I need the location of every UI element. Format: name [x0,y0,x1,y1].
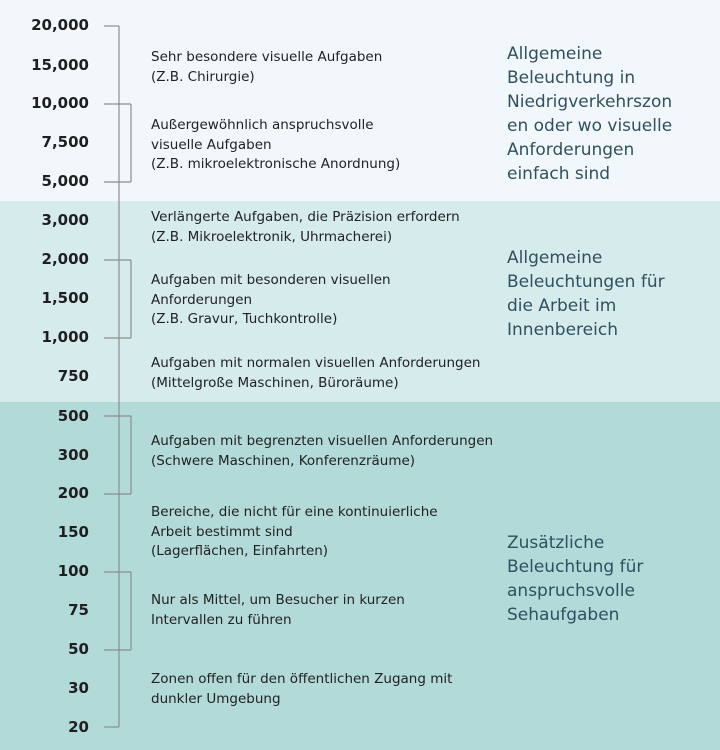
axis-tick: 150 [57,523,89,541]
axis-tick: 1,000 [41,328,89,346]
axis-tick: 1,500 [41,289,89,307]
axis-tick: 3,000 [41,211,89,229]
axis-tick: 75 [68,601,89,619]
axis-tick: 10,000 [31,94,89,112]
axis-tick: 30 [68,679,89,697]
task-description: Bereiche, die nicht für eine kontinuierliche Arbeit bestimmt sind (Lagerflächen, Einfahrten) [151,504,438,559]
axis-tick: 20 [68,718,89,736]
axis-tick: 15,000 [31,56,89,74]
axis-tick: 20,000 [31,16,89,34]
task-description: Sehr besondere visuelle Aufgaben (Z.B. Chirurgie) [151,49,383,85]
category-label-general-low-traffic: Allgemeine Beleuchtung in Niedrigverkehrszon en oder wo visuelle Anforderungen einfach sind [507,44,673,184]
task-description: Verlängerte Aufgaben, die Präzision erfordern (Z.B. Mikroelektronik, Uhrmacherei) [151,209,460,245]
category-label-additional-demanding: Zusätzliche Beleuchtung für anspruchsvolle Sehaufgaben [507,533,644,625]
axis-tick: 2,000 [41,250,89,268]
task-description: Aufgaben mit normalen visuellen Anforderungen (Mittelgroße Maschinen, Büroräume) [151,355,481,391]
axis-tick: 300 [57,446,89,464]
axis-tick: 50 [68,640,89,658]
axis-tick: 100 [57,562,89,580]
axis-tick: 5,000 [41,172,89,190]
axis-tick: 7,500 [41,133,89,151]
category-label-general-indoor-work: Allgemeine Beleuchtungen für die Arbeit im Innenbereich [507,248,665,340]
task-description: Außergewöhnlich anspruchsvolle visuelle Aufgaben (Z.B. mikroelektronische Anordnung) [151,117,401,172]
axis-tick: 750 [57,367,89,385]
task-description: Aufgaben mit besonderen visuellen Anforderungen (Z.B. Gravur, Tuchkontrolle) [151,272,391,327]
task-description: Zonen offen für den öffentlichen Zugang mit dunkler Umgebung [151,671,453,707]
axis-tick: 200 [57,484,89,502]
task-description: Aufgaben mit begrenzten visuellen Anforderungen (Schwere Maschinen, Konferenzräume) [151,433,494,469]
axis-tick: 500 [57,407,89,425]
task-description: Nur als Mittel, um Besucher in kurzen Intervallen zu führen [151,592,405,628]
